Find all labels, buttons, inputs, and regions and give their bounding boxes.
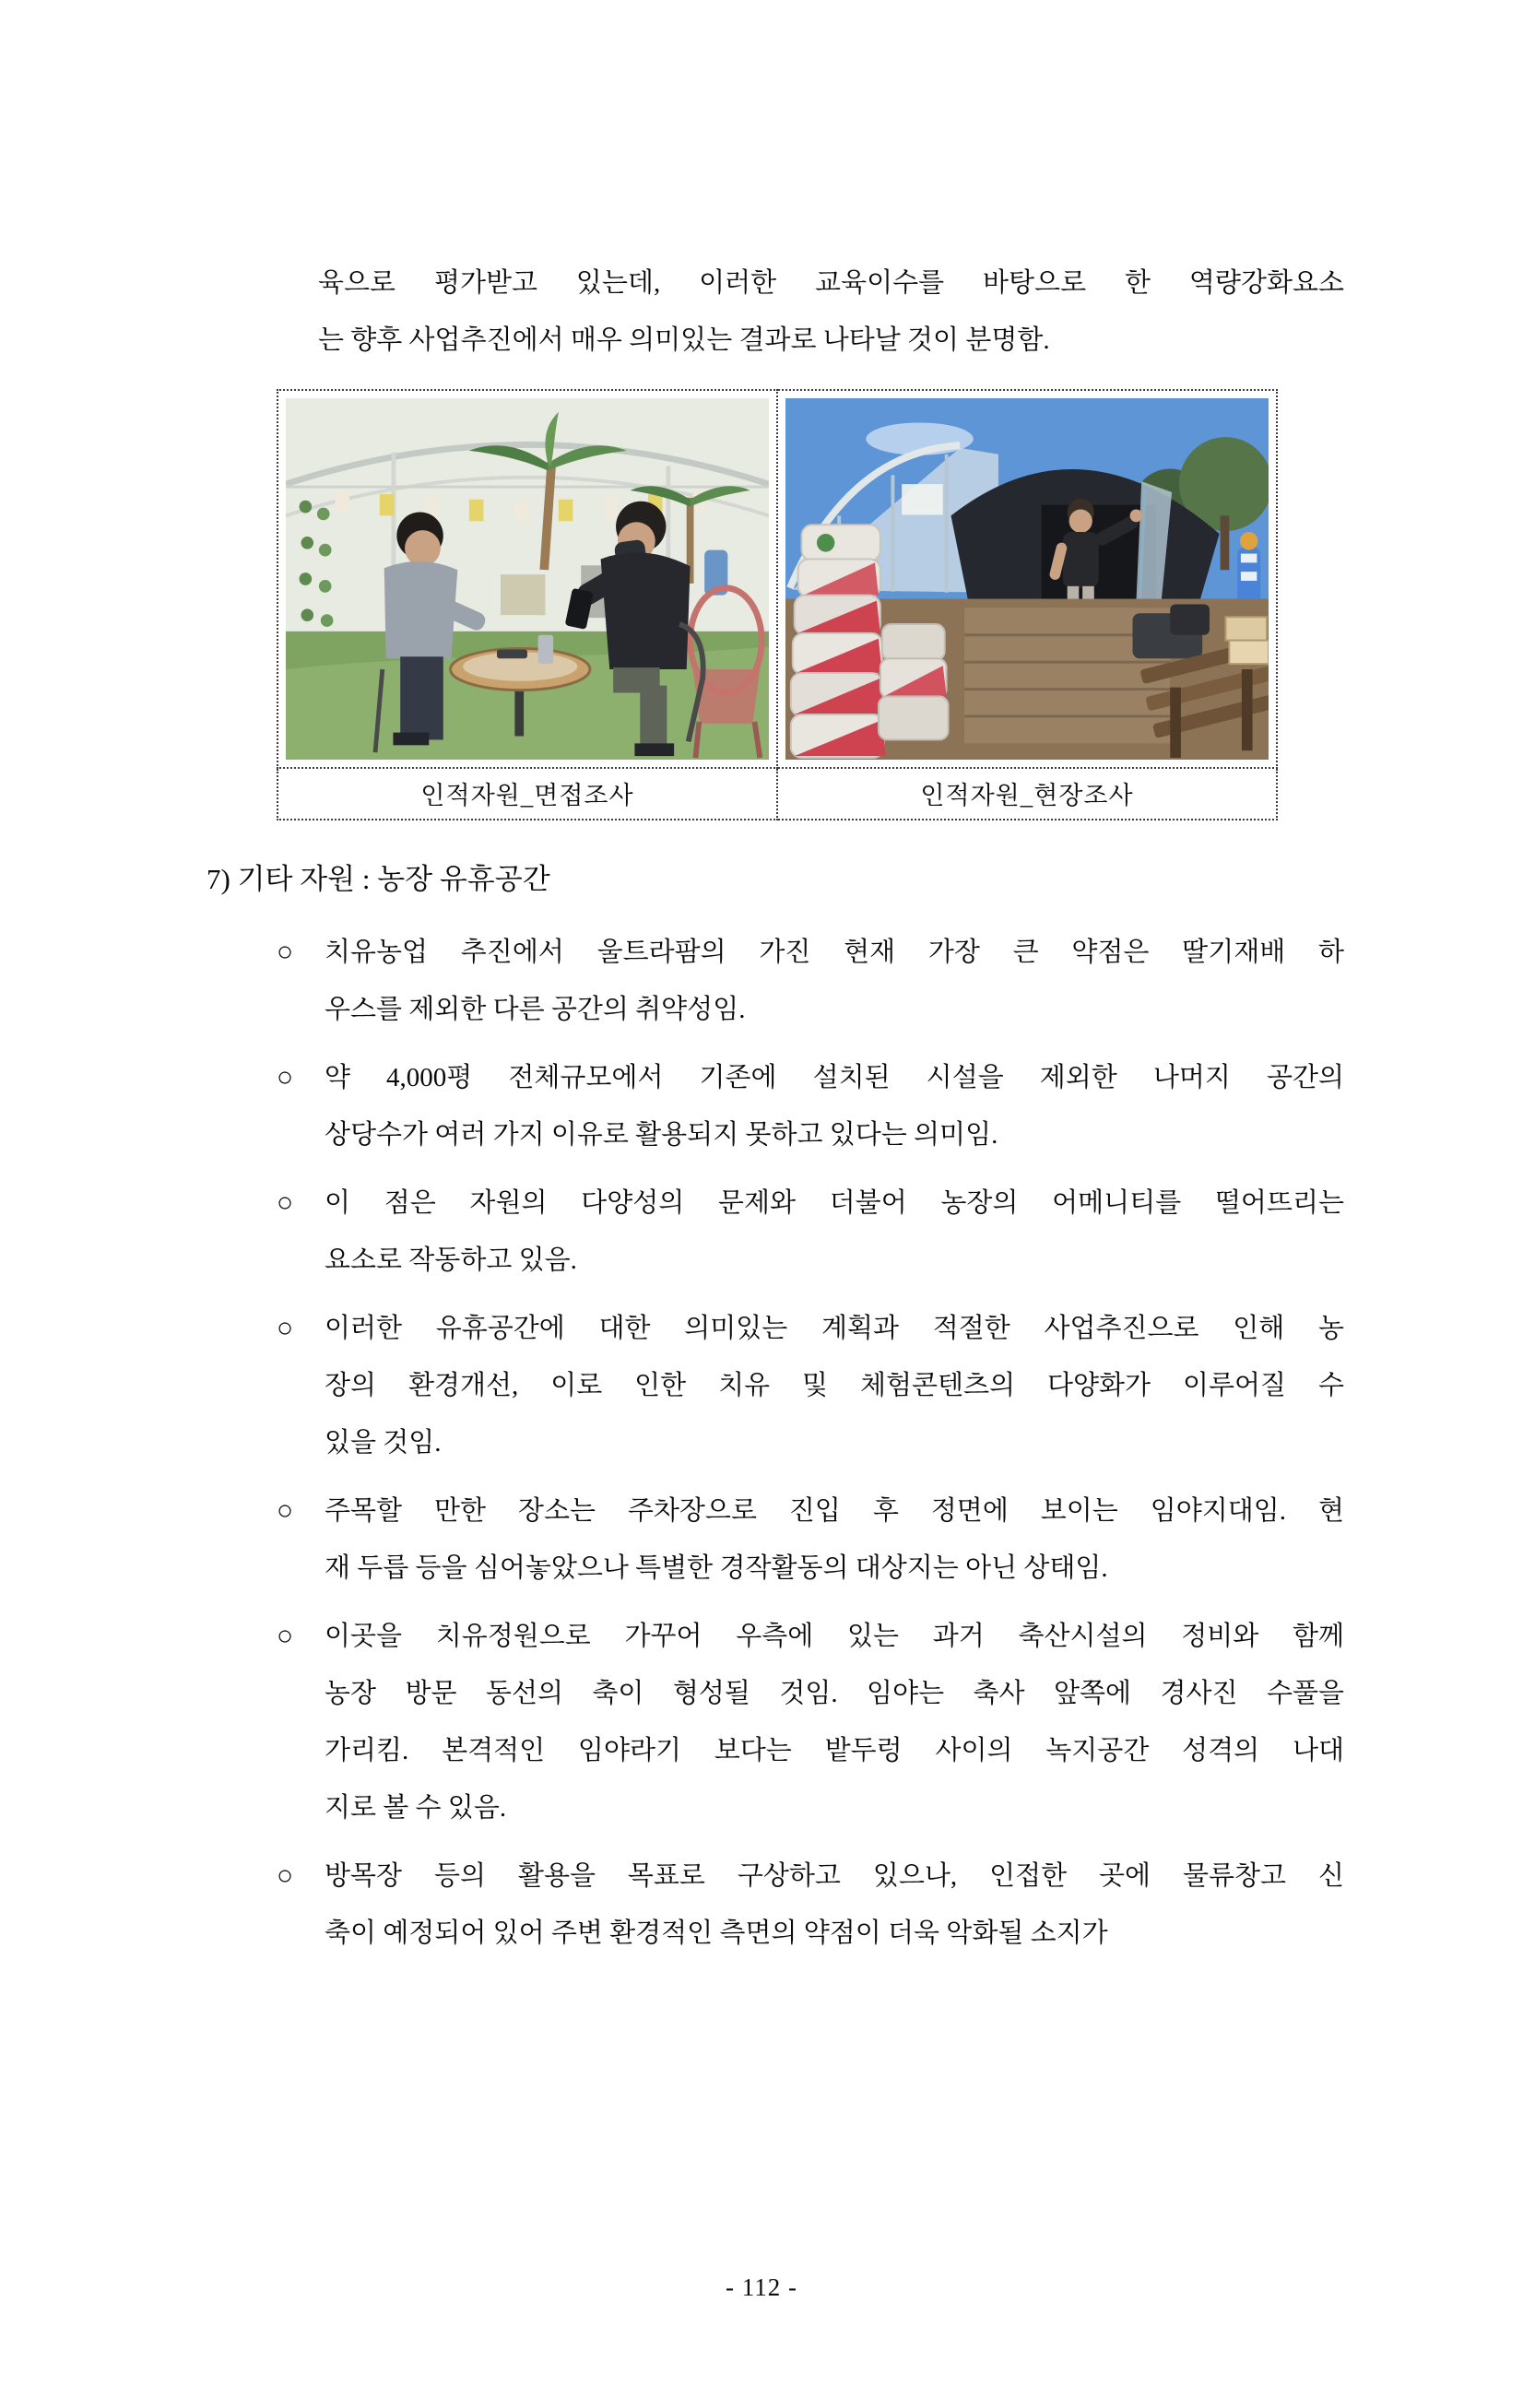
bullet-line: 이러한 유휴공간에 대한 의미있는 계획과 적절한 사업추진으로 인해 농 <box>325 1314 1344 1343</box>
bullet-text <box>325 1300 1344 1471</box>
bullet-item <box>277 1482 1344 1597</box>
bullet-item <box>277 1174 1344 1289</box>
field-survey-photo <box>785 398 1269 760</box>
bullet-line: 방목장 등의 활용을 목표로 구상하고 있으나, 인접한 곳에 물류창고 신 <box>325 1861 1344 1891</box>
photo-table <box>277 389 1278 820</box>
bullet-line: 요소로 작동하고 있음. <box>325 1245 577 1275</box>
bullet-line: 이 점은 자원의 다양성의 문제와 더불어 농장의 어메니티를 떨어뜨리는 <box>325 1188 1344 1218</box>
circle-bullet-icon: ○ <box>277 1860 294 1891</box>
bullet-line: 우스를 제외한 다른 공간의 취약성임. <box>325 995 746 1024</box>
bullet-line: 재 두릅 등을 심어놓았으나 특별한 경작활동의 대상지는 아닌 상태임. <box>325 1553 1108 1583</box>
bullet-item <box>277 924 1344 1038</box>
bullet-text <box>325 1174 1344 1289</box>
interview-photo <box>286 398 769 760</box>
bullet-item <box>277 1608 1344 1836</box>
bullet-item <box>277 1300 1344 1471</box>
intro-line: 육으로 평가받고 있는데, 이러한 교육이수를 바탕으로 한 역량강화요소 <box>318 268 1344 298</box>
intro-paragraph <box>318 254 1344 369</box>
bullet-item <box>277 1049 1344 1163</box>
bullet-list <box>277 924 1344 1962</box>
bullet-text <box>325 1482 1344 1597</box>
section-heading: 7) 기타 자원 : 농장 유휴공간 <box>207 863 550 895</box>
bullet-line: 있을 것임. <box>325 1428 442 1458</box>
bullet-line: 상당수가 여러 가지 이유로 활용되지 못하고 있다는 의미임. <box>325 1120 998 1150</box>
bullet-line: 약 4,000평 전체규모에서 기존에 설치된 시설을 제외한 나머지 공간의 <box>325 1063 1344 1092</box>
bullet-line: 농장 방문 동선의 축이 형성될 것임. 임야는 축사 앞쪽에 경사진 수풀을 <box>325 1679 1344 1708</box>
yellow-boxes <box>1225 617 1269 664</box>
bullet-line: 지로 볼 수 있음. <box>325 1793 507 1823</box>
bullet-item <box>277 1847 1344 1962</box>
circle-bullet-icon: ○ <box>277 937 294 967</box>
intro-line: 는 향후 사업추진에서 매우 의미있는 결과로 나타날 것이 분명함. <box>318 325 1050 355</box>
bullet-text <box>325 1847 1344 1962</box>
bullet-line: 이곳을 치유정원으로 가꾸어 우측에 있는 과거 축산시설의 정비와 함께 <box>325 1622 1344 1651</box>
circle-bullet-icon: ○ <box>277 1062 294 1092</box>
bullet-text <box>325 1049 1344 1163</box>
circle-bullet-icon: ○ <box>277 1621 294 1651</box>
circle-bullet-icon: ○ <box>277 1313 294 1343</box>
photo-cell-field <box>777 390 1277 768</box>
circle-bullet-icon: ○ <box>277 1495 294 1526</box>
page-number: - 112 - <box>726 2273 797 2301</box>
circle-bullet-icon: ○ <box>277 1187 294 1218</box>
bullet-line: 주목할 만한 장소는 주차장으로 진입 후 정면에 보이는 임야지대임. 현 <box>325 1496 1344 1526</box>
bullet-line: 축이 예정되어 있어 주변 환경적인 측면의 약점이 더욱 악화될 소지가 <box>325 1918 1108 1948</box>
bullet-line: 치유농업 추진에서 울트라팜의 가진 현재 가장 큰 약점은 딸기재배 하 <box>325 938 1344 967</box>
bullet-text <box>325 1608 1344 1836</box>
bullet-line: 장의 환경개선, 이로 인한 치유 및 체험콘텐츠의 다양화가 이루어질 수 <box>325 1371 1344 1400</box>
photo-cell-interview <box>277 390 777 768</box>
bullet-line: 가리킴. 본격적인 임야라기 보다는 밭두렁 사이의 녹지공간 성격의 나대 <box>325 1736 1344 1765</box>
photo-caption-interview: 인적자원_면접조사 <box>277 768 777 820</box>
bullet-text <box>325 924 1344 1038</box>
photo-caption-field: 인적자원_현장조사 <box>777 768 1277 820</box>
